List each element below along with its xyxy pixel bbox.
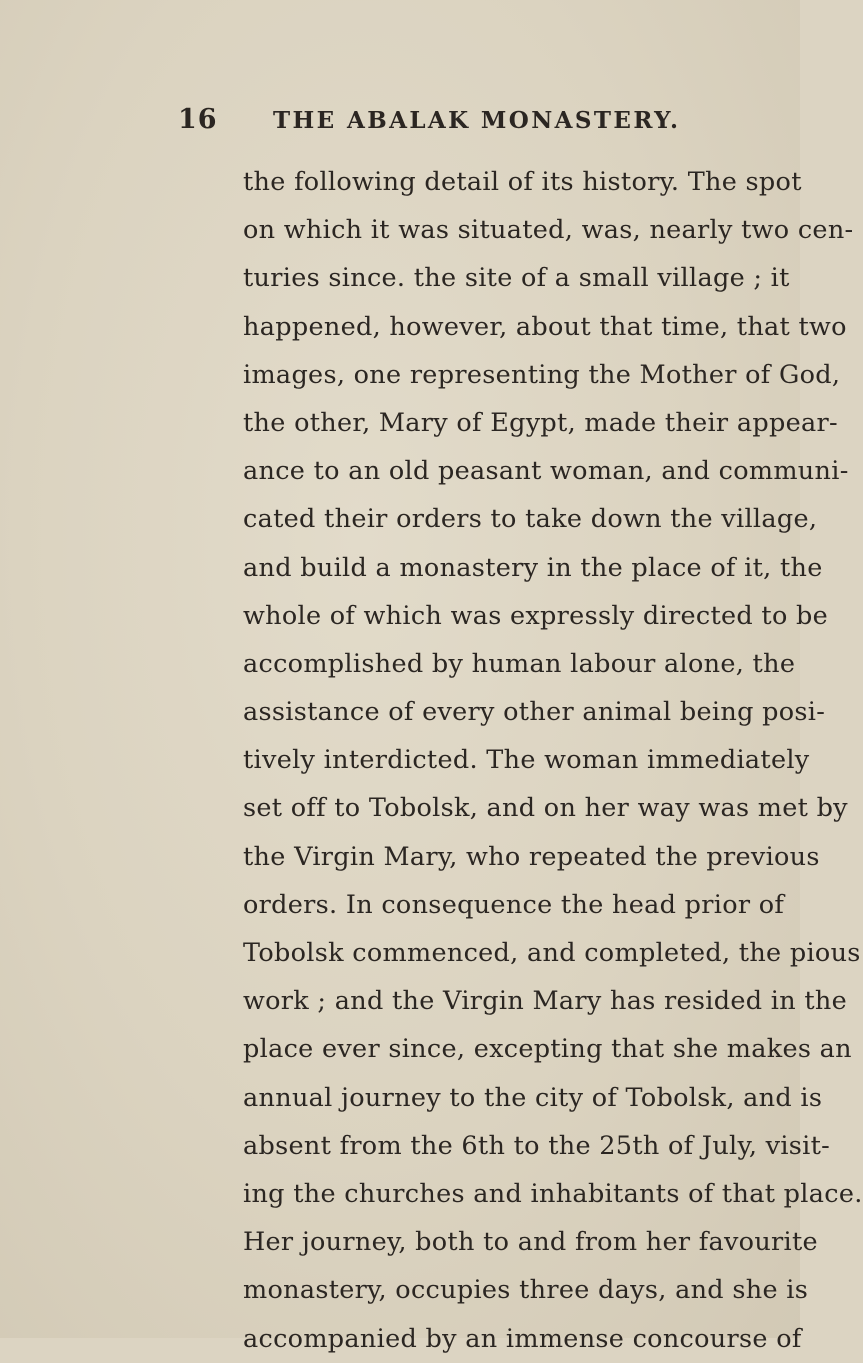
text-line: accompanied by an immense concourse of: [243, 1323, 802, 1354]
text-line: ance to an old peasant woman, and communi-: [243, 456, 849, 487]
text-line: orders. In consequence the head prior of: [243, 889, 785, 920]
text-line: Her journey, both to and from her favourite: [243, 1227, 818, 1258]
text-line: place ever since, excepting that she makes an: [243, 1034, 852, 1065]
text-line: cated their orders to take down the village,: [243, 504, 818, 535]
text-line: assistance of every other animal being posi-: [243, 697, 826, 728]
page-number: 16: [178, 104, 218, 135]
text-line: annual journey to the city of Tobolsk, and is: [243, 1082, 823, 1113]
text-line: absent from the 6th to the 25th of July, visit-: [243, 1130, 831, 1161]
text-line: monastery, occupies three days, and she is: [243, 1275, 809, 1306]
text-line: whole of which was expressly directed to be: [243, 600, 829, 631]
text-line: happened, however, about that time, that two: [243, 311, 847, 342]
text-line: the Virgin Mary, who repeated the previous: [243, 841, 820, 872]
text-line: turies since. the site of a small village ; it: [243, 263, 790, 294]
text-line: accomplished by human labour alone, the: [243, 648, 796, 679]
text-line: the following detail of its history. The spot: [243, 167, 802, 197]
text-line: tively interdicted. The woman immediately: [243, 745, 810, 776]
text-line: on which it was situated, was, nearly two cen-: [243, 215, 854, 246]
text-line: the other, Mary of Egypt, made their appear-: [243, 407, 838, 438]
page-header: [178, 104, 778, 144]
text-line: set off to Tobolsk, and on her way was met by: [243, 793, 848, 824]
text-line: Tobolsk commenced, and completed, the pious: [243, 938, 861, 968]
body-text: [243, 158, 863, 1363]
text-line: ing the churches and inhabitants of that place.: [243, 1178, 863, 1209]
text-line: work ; and the Virgin Mary has resided in the: [243, 986, 848, 1017]
text-line: and build a monastery in the place of it, the: [243, 552, 823, 583]
text-line: images, one representing the Mother of God,: [243, 359, 841, 390]
running-title: THE ABALAK MONASTERY.: [273, 107, 681, 134]
